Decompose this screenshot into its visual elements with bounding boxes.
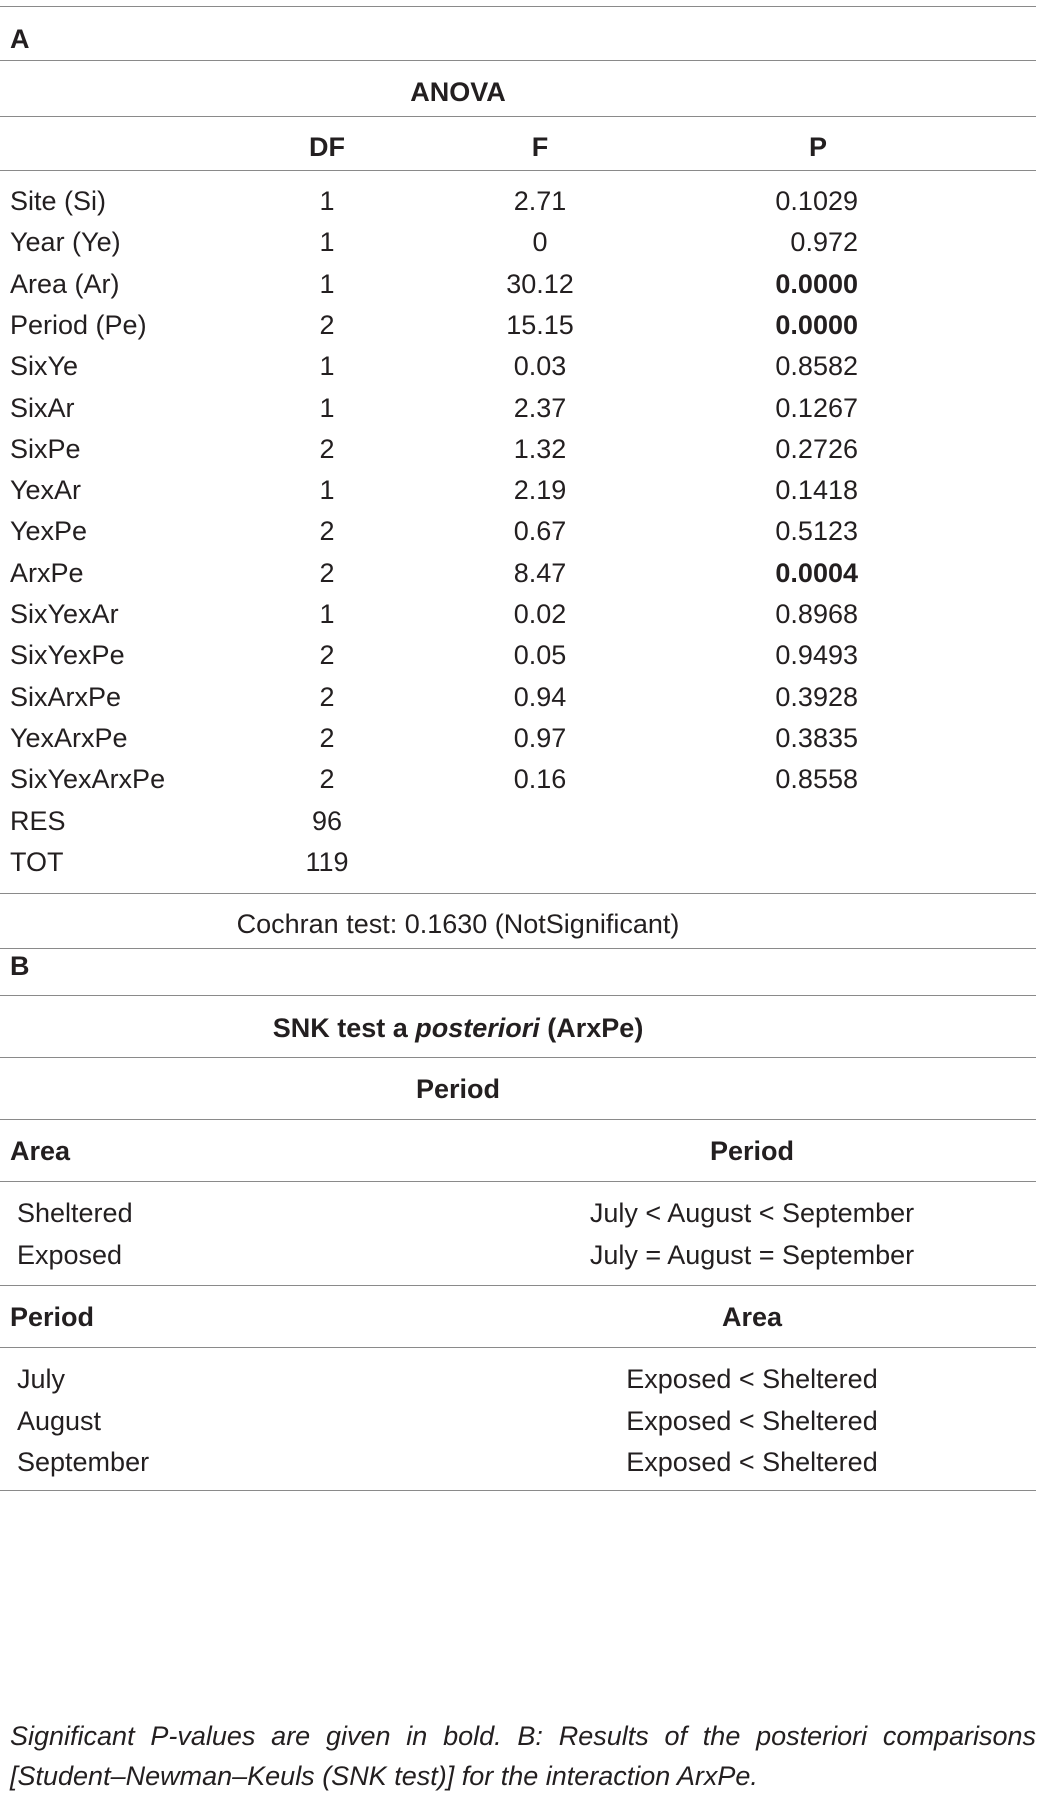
section-b-label: B (10, 951, 30, 981)
period-row-result: Exposed < Sheltered (626, 1406, 878, 1436)
anova-cell-df: 1 (319, 599, 335, 629)
rule-a-label (0, 60, 1036, 61)
anova-cell-f: 0.94 (513, 682, 567, 712)
anova-cell-df: 2 (319, 558, 335, 588)
anova-cell-p: 0.8582 (775, 351, 858, 381)
anova-cell-f: 0.05 (513, 640, 567, 670)
anova-cell-source: YexAr (10, 475, 82, 505)
area-block-col2: Period (709, 1136, 795, 1166)
anova-title: ANOVA (410, 77, 506, 107)
anova-cell-p: 0.1267 (775, 393, 858, 423)
anova-cell-f: 2.19 (513, 475, 567, 505)
period-block-col1: Period (10, 1302, 95, 1332)
anova-cell-p: 0.0000 (775, 269, 858, 299)
anova-cell-df: 2 (319, 723, 335, 753)
header-p: P (808, 132, 828, 162)
anova-cell-df: 2 (319, 310, 335, 340)
snk-title-prefix: SNK test a (272, 1013, 416, 1043)
period-block-col2: Area (721, 1302, 783, 1332)
anova-cell-df: 2 (319, 516, 335, 546)
snk-title (273, 1011, 644, 1045)
anova-cell-f: 0.03 (513, 351, 567, 381)
anova-cell-p: 0.3835 (775, 723, 858, 753)
anova-cell-df: 119 (305, 847, 349, 877)
anova-cell-source: SixArxPe (10, 682, 122, 712)
rule-snk-title (0, 1057, 1036, 1058)
period-row-name: July (17, 1364, 66, 1394)
anova-cell-source: SixAr (10, 393, 75, 423)
rule-top (0, 6, 1036, 7)
anova-cell-f: 2.37 (513, 393, 567, 423)
anova-cell-df: 1 (319, 351, 335, 381)
area-block-col1: Area (10, 1136, 71, 1166)
area-row-result: July < August < September (589, 1198, 915, 1228)
anova-cell-source: SixYexArxPe (10, 764, 166, 794)
area-row-result: July = August = September (589, 1240, 915, 1270)
anova-cell-df: 1 (319, 475, 335, 505)
period-row-name: August (17, 1406, 102, 1436)
snk-subtitle: Period (415, 1074, 501, 1104)
anova-cell-p: 0.2726 (775, 434, 858, 464)
anova-cell-f: 0.97 (513, 723, 567, 753)
anova-cell-source: SixYexAr (10, 599, 119, 629)
anova-cell-p: 0.9493 (775, 640, 858, 670)
snk-title-italic: posteriori (415, 1013, 540, 1043)
anova-cell-source: YexArxPe (10, 723, 128, 753)
anova-cell-df: 1 (319, 269, 335, 299)
anova-cell-df: 1 (319, 393, 335, 423)
rule-anova-end (0, 893, 1036, 894)
section-a-label: A (10, 24, 30, 54)
anova-cell-p: 0.1029 (775, 186, 858, 216)
rule-header (0, 170, 1036, 171)
anova-cell-p: 0.8968 (775, 599, 858, 629)
rule-area-end (0, 1285, 1036, 1286)
anova-cell-f: 15.15 (506, 310, 574, 340)
area-row-name: Exposed (17, 1240, 123, 1270)
area-row-name: Sheltered (17, 1198, 133, 1228)
anova-cell-df: 96 (311, 806, 343, 836)
anova-cell-source: SixPe (10, 434, 81, 464)
table-footnote: Significant P-values are given in bold. B: Results of the posteriori comparisons [Student–Newman–Keuls (SNK test)] for the interaction ArxPe. (10, 1721, 1036, 1791)
anova-cell-source: SixYexPe (10, 640, 125, 670)
rule-bottom (0, 1490, 1036, 1491)
rule-anova-title (0, 116, 1036, 117)
rule-area-header (0, 1181, 1036, 1182)
anova-cell-source: ArxPe (10, 558, 84, 588)
anova-cell-df: 2 (319, 434, 335, 464)
anova-cell-f: 0 (532, 227, 548, 257)
anova-cell-source: Year (Ye) (10, 227, 121, 257)
rule-cochran (0, 948, 1036, 949)
header-f: F (531, 132, 549, 162)
rule-b-label (0, 995, 1036, 996)
anova-cell-source: Area (Ar) (10, 269, 120, 299)
snk-title-suffix: (ArxPe) (539, 1013, 644, 1043)
anova-cell-p: 0.3928 (775, 682, 858, 712)
anova-cell-p: 0.0000 (775, 310, 858, 340)
period-row-name: September (17, 1447, 150, 1477)
rule-period-header (0, 1347, 1036, 1348)
anova-cell-source: TOT (10, 847, 64, 877)
period-row-result: Exposed < Sheltered (626, 1364, 878, 1394)
anova-cell-source: Period (Pe) (10, 310, 147, 340)
anova-cell-f: 0.67 (513, 516, 567, 546)
anova-cell-p: 0.5123 (775, 516, 858, 546)
anova-cell-f: 2.71 (513, 186, 567, 216)
anova-cell-df: 2 (319, 764, 335, 794)
anova-cell-p: 0.972 (790, 227, 858, 257)
anova-cell-df: 2 (319, 640, 335, 670)
anova-cell-df: 1 (319, 227, 335, 257)
anova-cell-p: 0.0004 (775, 558, 858, 588)
anova-cell-f: 30.12 (506, 269, 574, 299)
cochran-test: Cochran test: 0.1630 (NotSignificant) (236, 909, 680, 939)
anova-cell-f: 0.16 (513, 764, 567, 794)
anova-cell-f: 8.47 (513, 558, 567, 588)
anova-cell-df: 1 (319, 186, 335, 216)
anova-cell-f: 0.02 (513, 599, 567, 629)
anova-cell-p: 0.1418 (775, 475, 858, 505)
anova-cell-source: YexPe (10, 516, 88, 546)
anova-cell-f: 1.32 (513, 434, 567, 464)
period-row-result: Exposed < Sheltered (626, 1447, 878, 1477)
rule-snk-subtitle (0, 1119, 1036, 1120)
anova-cell-source: SixYe (10, 351, 79, 381)
anova-cell-source: RES (10, 806, 66, 836)
anova-cell-p: 0.8558 (775, 764, 858, 794)
anova-cell-df: 2 (319, 682, 335, 712)
header-df: DF (309, 132, 345, 162)
anova-cell-source: Site (Si) (10, 186, 107, 216)
